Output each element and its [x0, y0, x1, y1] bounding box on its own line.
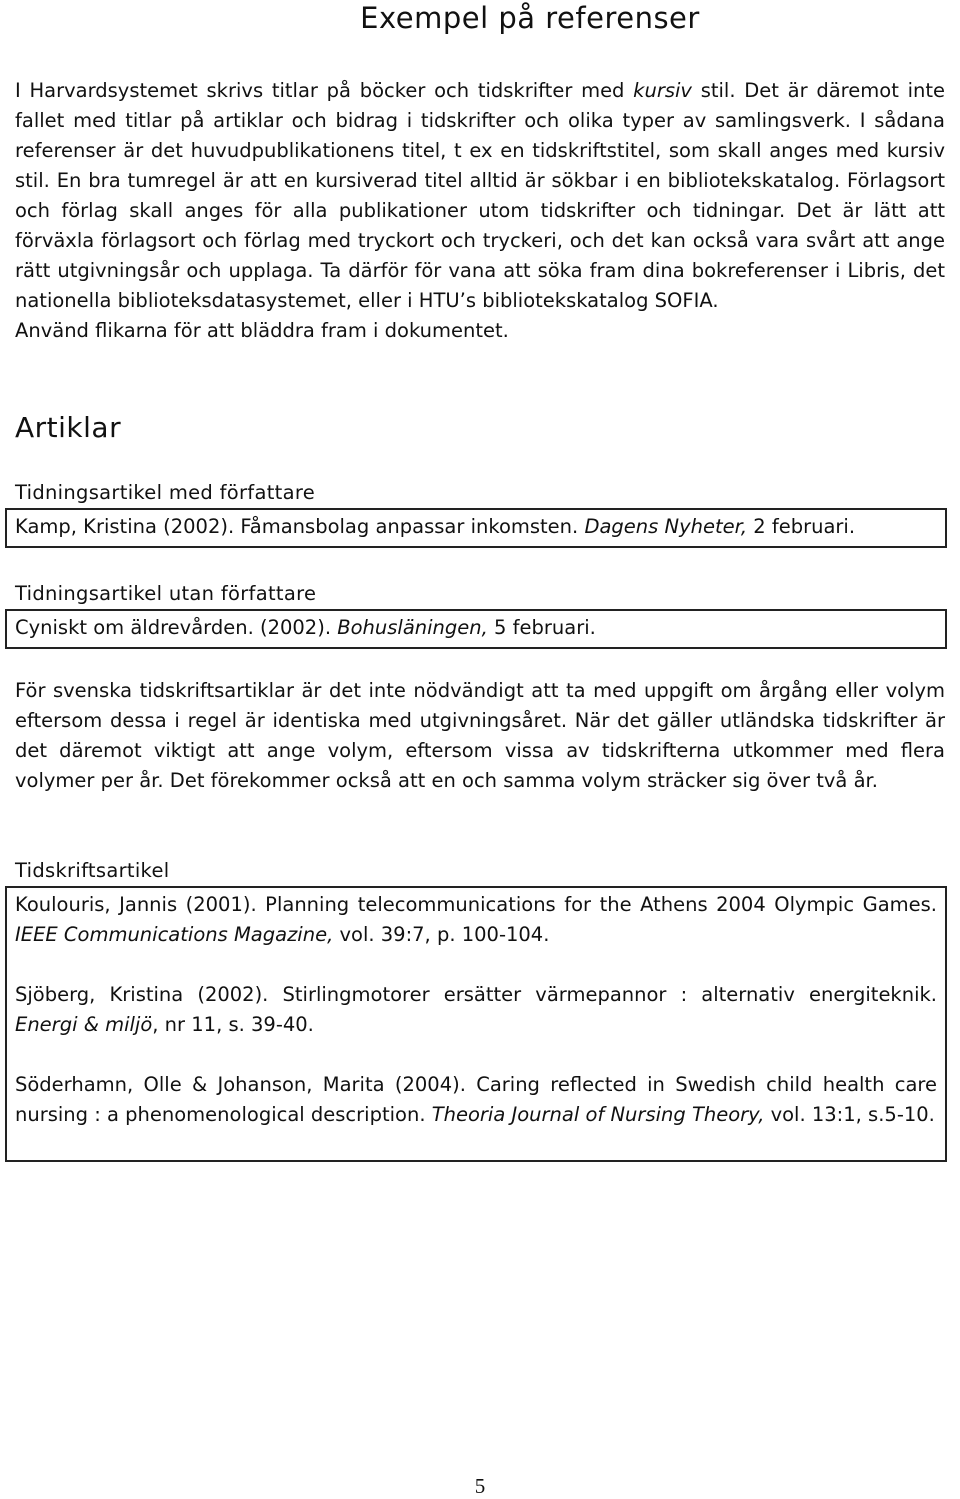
- intro-kursiv-word: kursiv: [633, 79, 692, 102]
- intro-text: [15, 76, 945, 316]
- section-heading-articles: Artiklar: [15, 411, 122, 444]
- ref-tail: , nr 11, s. 39-40.: [152, 1013, 314, 1036]
- ref-plain: Cyniskt om äldrevården. (2002).: [15, 616, 338, 639]
- ref-tail: vol. 13:1, s.5-10.: [764, 1103, 935, 1126]
- reference-newspaper-without-author: [15, 613, 937, 643]
- reference-box-newspaper-with-author: [5, 508, 947, 548]
- heading-journal-article: Tidskriftsartikel: [15, 859, 170, 882]
- reference-box-journal-articles: [5, 886, 947, 1162]
- reference-newspaper-with-author: [15, 512, 937, 542]
- intro-tabs-hint: Använd flikarna för att bläddra fram i dokumentet.: [15, 319, 509, 342]
- ref-italic-title: Bohusläningen,: [337, 616, 488, 639]
- ref-plain: Söderhamn, Olle & Johanson, Marita (2004). Caring reflected in Swedish child health care nursing : a phenomenological description.: [15, 1073, 937, 1126]
- ref-plain: Sjöberg, Kristina (2002). Stirlingmotorer ersätter värmepannor : alternativ energiteknik.: [15, 983, 937, 1006]
- ref-italic-title: Dagens Nyheter,: [584, 515, 748, 538]
- ref-plain: Kamp, Kristina (2002). Fåmansbolag anpassar inkomsten.: [15, 515, 585, 538]
- reference-journal-3: [15, 1070, 937, 1130]
- ref-tail: 2 februari.: [747, 515, 856, 538]
- reference-spacer: [15, 1040, 937, 1070]
- ref-plain: Koulouris, Jannis (2001). Planning telecommunications for the Athens 2004 Olympic Games.: [15, 893, 937, 916]
- intro-part1: I Harvardsystemet skrivs titlar på böcker och tidskrifter med: [15, 79, 634, 102]
- reference-box-newspaper-without-author: [5, 609, 947, 649]
- ref-tail: 5 februari.: [487, 616, 596, 639]
- reference-spacer: [15, 950, 937, 980]
- ref-tail: vol. 39:7, p. 100-104.: [333, 923, 550, 946]
- heading-newspaper-without-author: Tidningsartikel utan författare: [15, 582, 317, 605]
- heading-newspaper-with-author: Tidningsartikel med författare: [15, 481, 316, 504]
- page-number: 5: [474, 1474, 486, 1498]
- ref-italic-title: Energi & miljö: [15, 1013, 153, 1036]
- reference-journal-1: [15, 890, 937, 950]
- intro-paragraph: [15, 76, 945, 346]
- reference-journal-2: [15, 980, 937, 1040]
- volume-note-paragraph: För svenska tidskriftsartiklar är det inte nödvändigt att ta med uppgift om årgång eller volym eftersom dessa i regel är identiska med utgivningsåret. När det gäller utländska tidskrifter är det däremot viktigt att ange volym, eftersom vissa av tidskrifterna utkommer med flera volymer per år. Det förekommer också att en och samma volym sträcker sig över två år.: [15, 679, 945, 792]
- ref-italic-title: IEEE Communications Magazine,: [15, 923, 334, 946]
- ref-italic-title: Theoria Journal of Nursing Theory,: [431, 1103, 765, 1126]
- page-title: Exempel på referenser: [360, 1, 700, 35]
- intro-part2: stil. Det är däremot inte fallet med titlar på artiklar och bidrag i tidskrifter och olika typer av samlingsverk. I sådana referenser är det huvudpublikationens titel, t ex en tidskriftstitel, som skall anges med kursiv stil. En bra tumregel är att en kursiverad titel alltid är sökbar i en bibliotekskatalog. Förlagsort och förlag skall anges för alla publikationer utom tidskrifter och tidningar. Det är lätt att förväxla förlagsort och förlag med tryckort och tryckeri, och det kan också vara svårt att ange rätt utgivningsår och upplaga. Ta därför för vana att söka fram dina bokreferenser i Libris, det nationella biblioteksdatasystemet, eller i HTU’s bibliotekskatalog SOFIA.: [15, 79, 945, 312]
